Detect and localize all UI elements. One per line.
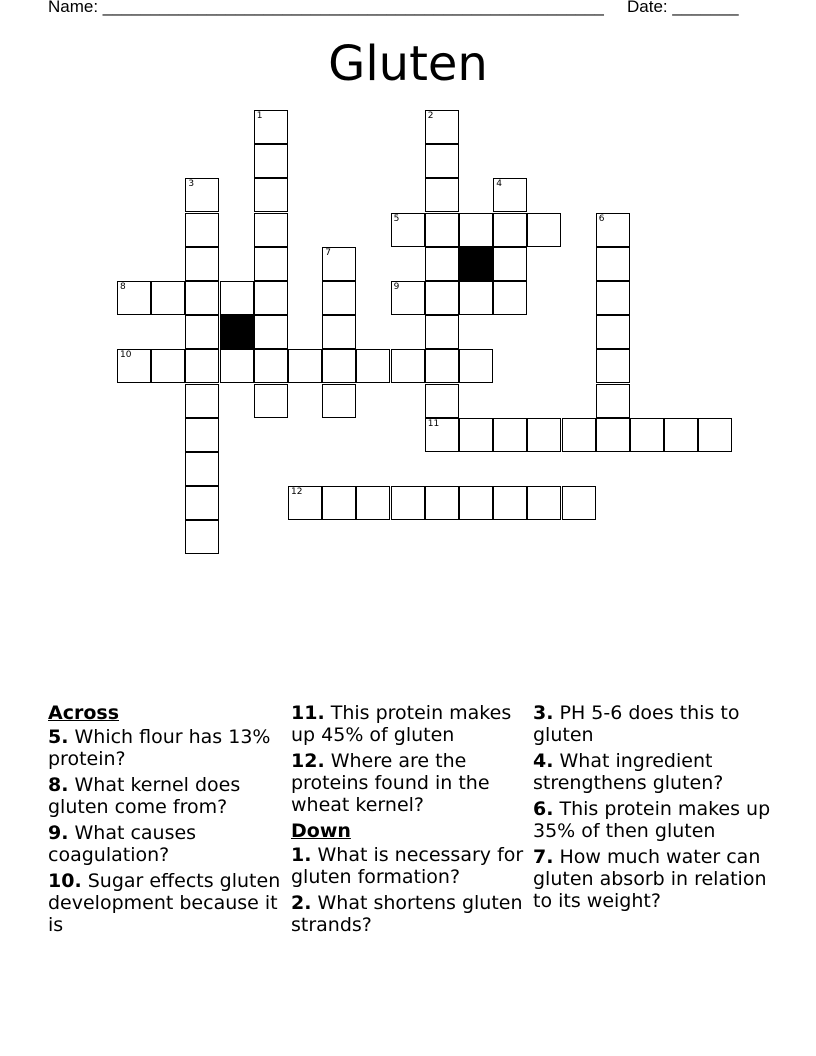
crossword-cell[interactable]: [322, 486, 356, 520]
crossword-cell[interactable]: [322, 384, 356, 418]
clue-number: 10: [120, 350, 132, 361]
clue-item-text: How much water can gluten absorb in relation to its weight?: [533, 846, 767, 912]
clues-column-1: [48, 702, 288, 940]
crossword-cell[interactable]: [596, 384, 630, 418]
crossword-cell[interactable]: [630, 418, 664, 452]
crossword-cell[interactable]: [425, 349, 459, 383]
crossword-cell[interactable]: [254, 384, 288, 418]
crossword-cell[interactable]: [185, 178, 219, 212]
clues-column-2: [291, 702, 531, 940]
crossword-cell[interactable]: [425, 144, 459, 178]
crossword-block: [459, 247, 493, 281]
clue-number: 2: [427, 111, 434, 121]
clue-item: [48, 822, 288, 866]
clue-item-number: 1.: [291, 844, 312, 866]
page-title: Gluten: [328, 36, 488, 92]
crossword-cell[interactable]: [254, 213, 288, 247]
crossword-cell[interactable]: [288, 486, 322, 520]
crossword-cell[interactable]: [459, 418, 493, 452]
crossword-cell[interactable]: [425, 486, 459, 520]
clue-item-number: 5.: [48, 726, 69, 748]
clue-item-number: 8.: [48, 774, 69, 796]
crossword-cell[interactable]: [220, 349, 254, 383]
crossword-cell[interactable]: [459, 281, 493, 315]
clue-number: 3: [188, 179, 195, 190]
crossword-cell[interactable]: [596, 315, 630, 349]
date-field-label: Date: _______: [627, 0, 739, 16]
clue-number: 6: [598, 213, 605, 224]
crossword-cell[interactable]: [459, 213, 493, 247]
clue-item-text: What causes coagulation?: [48, 822, 197, 866]
crossword-cell[interactable]: [493, 281, 527, 315]
crossword-cell[interactable]: [322, 247, 356, 281]
clue-item: [533, 750, 773, 794]
crossword-cell[interactable]: [117, 281, 151, 315]
crossword-cell[interactable]: [254, 247, 288, 281]
clue-item-number: 6.: [533, 798, 554, 820]
crossword-cell[interactable]: [527, 213, 561, 247]
clue-item-number: 3.: [533, 702, 554, 724]
crossword-cell[interactable]: [596, 281, 630, 315]
crossword-cell[interactable]: [185, 384, 219, 418]
clue-item-number: 11.: [291, 702, 325, 724]
crossword-cell[interactable]: [664, 418, 698, 452]
clue-item-number: 9.: [48, 822, 69, 844]
crossword-cell[interactable]: [322, 281, 356, 315]
crossword-cell[interactable]: [185, 486, 219, 520]
crossword-cell[interactable]: [425, 384, 459, 418]
crossword-cell[interactable]: [425, 247, 459, 281]
crossword-cell[interactable]: [596, 247, 630, 281]
crossword-cell[interactable]: [527, 486, 561, 520]
clue-number: 8: [120, 282, 126, 292]
crossword-cell[interactable]: [185, 281, 219, 315]
clue-item: [291, 844, 531, 888]
crossword-cell[interactable]: [493, 486, 527, 520]
crossword-cell[interactable]: [254, 110, 288, 144]
crossword-cell[interactable]: [151, 349, 185, 383]
crossword-cell[interactable]: [322, 315, 356, 349]
crossword-cell[interactable]: [562, 486, 596, 520]
crossword-cell[interactable]: [425, 315, 459, 349]
clue-item-number: 12.: [291, 750, 325, 772]
crossword-cell[interactable]: [185, 418, 219, 452]
clue-item-text: What ingredient strengthens gluten?: [533, 750, 724, 794]
clue-item: [48, 870, 288, 936]
crossword-cell[interactable]: [596, 213, 630, 247]
crossword-cell[interactable]: [254, 144, 288, 178]
crossword-cell[interactable]: [391, 281, 425, 315]
crossword-cell[interactable]: [322, 349, 356, 383]
clue-item: [48, 726, 288, 770]
clue-item-number: 7.: [533, 846, 554, 868]
crossword-cell[interactable]: [254, 178, 288, 212]
crossword-cell[interactable]: [562, 418, 596, 452]
crossword-cell[interactable]: [185, 247, 219, 281]
crossword-cell[interactable]: [391, 349, 425, 383]
crossword-cell[interactable]: [425, 418, 459, 452]
clue-item: [291, 892, 531, 936]
clue-item-number: 2.: [291, 892, 312, 914]
crossword-cell[interactable]: [356, 349, 390, 383]
name-field-label: Name: _____________________________________________________: [48, 0, 604, 16]
crossword-cell[interactable]: [185, 315, 219, 349]
crossword-cell[interactable]: [151, 281, 185, 315]
crossword-cell[interactable]: [391, 486, 425, 520]
crossword-cell[interactable]: [459, 349, 493, 383]
clue-item-text: What shortens gluten strands?: [291, 892, 523, 936]
crossword-cell[interactable]: [493, 247, 527, 281]
crossword-cell[interactable]: [391, 213, 425, 247]
crossword-cell[interactable]: [220, 281, 254, 315]
crossword-cell[interactable]: [185, 213, 219, 247]
crossword-cell[interactable]: [117, 349, 151, 383]
clue-item-text: This protein makes up 35% of then gluten: [533, 798, 771, 842]
clue-item-text: Which flour has 13% protein?: [48, 726, 271, 770]
clues-column-3: [533, 702, 773, 916]
crossword-cell[interactable]: [425, 213, 459, 247]
clue-number: 1: [256, 111, 263, 121]
crossword-cell[interactable]: [185, 520, 219, 554]
clue-item-text: Where are the proteins found in the wheat kernel?: [291, 750, 490, 816]
crossword-cell[interactable]: [288, 349, 322, 383]
clue-item-number: 10.: [48, 870, 82, 892]
crossword-cell[interactable]: [596, 418, 630, 452]
clue-number: 7: [325, 247, 331, 258]
clue-item: [533, 846, 773, 912]
clue-section-heading: Across: [48, 702, 120, 724]
clue-item-text: PH 5-6 does this to gluten: [533, 702, 740, 746]
crossword-block: [220, 315, 254, 349]
clue-item-text: What is necessary for gluten formation?: [291, 844, 524, 888]
crossword-cell[interactable]: [254, 281, 288, 315]
clue-section-heading: Down: [291, 820, 351, 842]
clue-number: 11: [427, 418, 440, 429]
clue-item: [533, 798, 773, 842]
clue-item: [291, 750, 531, 816]
clue-number: 5: [393, 213, 400, 224]
crossword-cell[interactable]: [459, 486, 493, 520]
clue-number: 12: [291, 487, 303, 498]
crossword-cell[interactable]: [425, 110, 459, 144]
crossword-cell[interactable]: [425, 178, 459, 212]
clue-item-text: What kernel does gluten come from?: [48, 774, 241, 818]
crossword-cell[interactable]: [698, 418, 732, 452]
clue-item: [291, 702, 531, 746]
clue-item-text: This protein makes up 45% of gluten: [291, 702, 512, 746]
crossword-cell[interactable]: [254, 315, 288, 349]
crossword-cell[interactable]: [596, 349, 630, 383]
crossword-cell[interactable]: [254, 349, 288, 383]
crossword-cell[interactable]: [493, 418, 527, 452]
crossword-cell[interactable]: [493, 178, 527, 212]
crossword-cell[interactable]: [356, 486, 390, 520]
crossword-cell[interactable]: [493, 213, 527, 247]
crossword-cell[interactable]: [527, 418, 561, 452]
clue-number: 4: [496, 179, 502, 190]
crossword-cell[interactable]: [425, 281, 459, 315]
clue-item: [48, 774, 288, 818]
clue-item-text: Sugar effects gluten development because it is: [48, 870, 281, 936]
clue-number: 9: [393, 282, 400, 292]
clue-item: [533, 702, 773, 746]
crossword-cell[interactable]: [185, 349, 219, 383]
crossword-cell[interactable]: [185, 452, 219, 486]
clue-item-number: 4.: [533, 750, 554, 772]
